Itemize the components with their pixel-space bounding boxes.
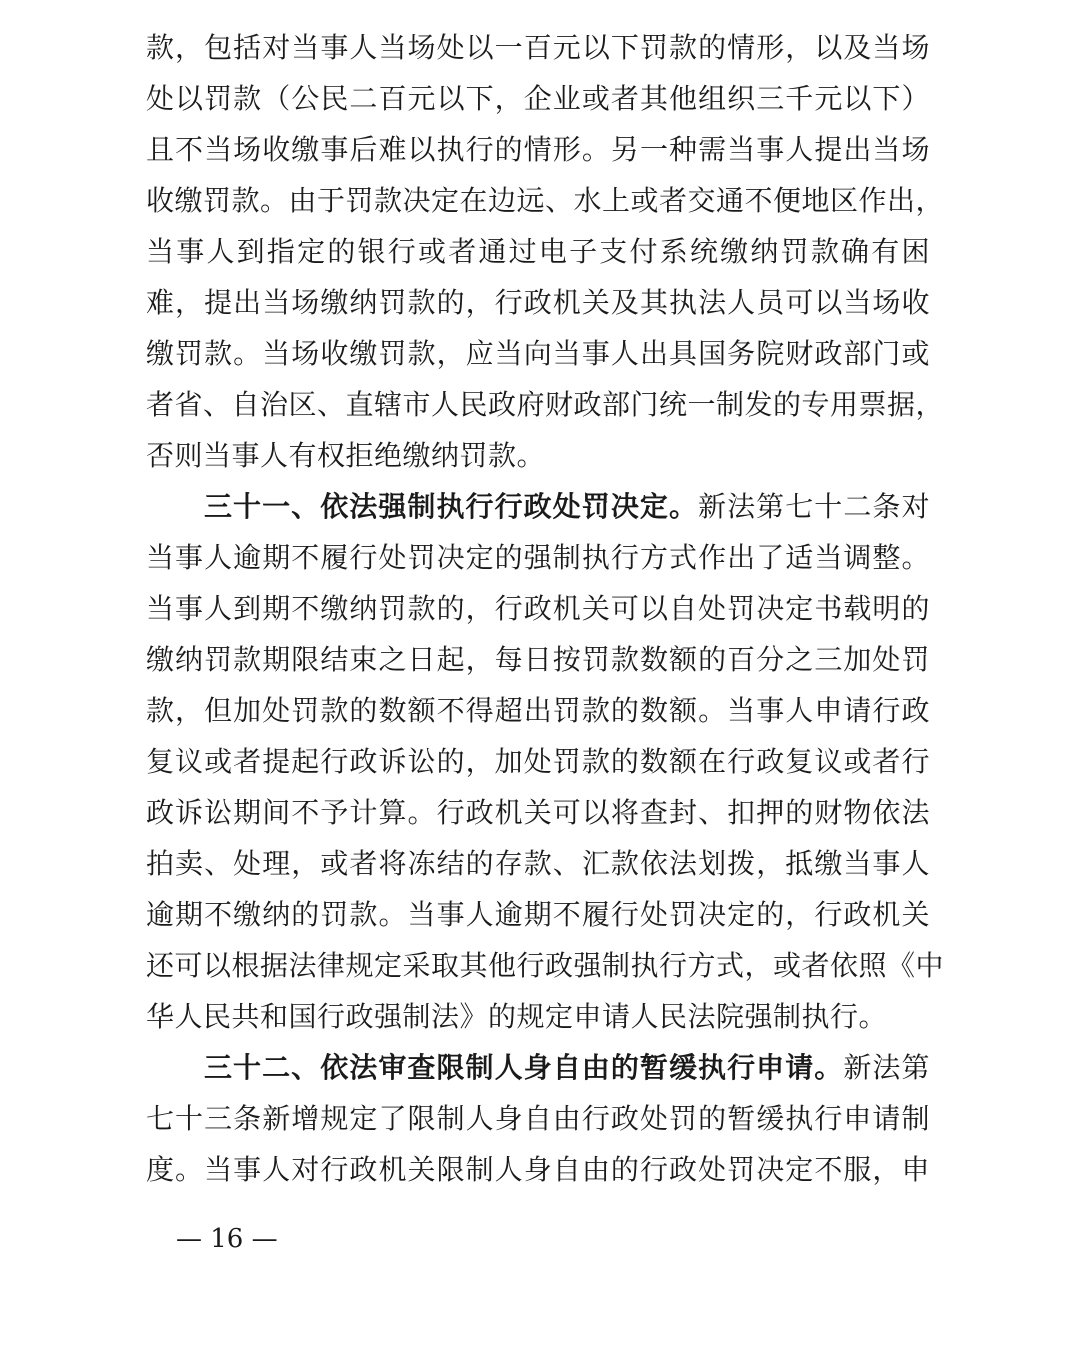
text-line bbox=[146, 481, 930, 532]
paragraph-enforcement bbox=[146, 481, 945, 1042]
text-line: 收缴罚款。由于罚款决定在边远、水上或者交通不便地区作出， bbox=[146, 184, 945, 217]
text-line: 款，但加处罚款的数额不得超出罚款的数额。当事人申请行政 bbox=[146, 694, 930, 727]
text-line: 当事人逾期不履行处罚决定的强制执行方式作出了适当调整。 bbox=[146, 541, 930, 574]
text-line: 且不当场收缴事后难以执行的情形。另一种需当事人提出当场 bbox=[146, 133, 930, 166]
heading-line-rest: 新法第七十二条对 bbox=[698, 490, 930, 523]
paragraph-suspension-review bbox=[146, 1042, 930, 1195]
text-line: 还可以根据法律规定采取其他行政强制执行方式，或者依照《中 bbox=[146, 949, 945, 982]
section-heading: 三十一、依法强制执行行政处罚决定。 bbox=[204, 490, 699, 523]
paragraph-penalty-collection bbox=[146, 22, 945, 481]
text-line: 者省、自治区、直辖市人民政府财政部门统一制发的专用票据， bbox=[146, 388, 945, 421]
text-line: 度。当事人对行政机关限制人身自由的行政处罚决定不服，申 bbox=[146, 1153, 930, 1186]
page-number: — 16 — bbox=[176, 1224, 278, 1254]
text-line: 逾期不缴纳的罚款。当事人逾期不履行处罚决定的，行政机关 bbox=[146, 898, 930, 931]
heading-line-rest: 新法第 bbox=[843, 1051, 930, 1084]
text-line: 政诉讼期间不予计算。行政机关可以将查封、扣押的财物依法 bbox=[146, 796, 930, 829]
text-line: 复议或者提起行政诉讼的，加处罚款的数额在行政复议或者行 bbox=[146, 745, 930, 778]
text-line: 七十三条新增规定了限制人身自由行政处罚的暂缓执行申请制 bbox=[146, 1102, 930, 1135]
text-line: 缴纳罚款期限结束之日起，每日按罚款数额的百分之三加处罚 bbox=[146, 643, 930, 676]
text-line: 当事人到期不缴纳罚款的，行政机关可以自处罚决定书载明的 bbox=[146, 592, 930, 625]
text-line: 否则当事人有权拒绝缴纳罚款。 bbox=[146, 439, 546, 472]
text-line: 华人民共和国行政强制法》的规定申请人民法院强制执行。 bbox=[146, 1000, 888, 1033]
text-line: 缴罚款。当场收缴罚款，应当向当事人出具国务院财政部门或 bbox=[146, 337, 930, 370]
document-body bbox=[146, 22, 945, 1195]
section-heading: 三十二、依法审查限制人身自由的暂缓执行申请。 bbox=[204, 1051, 844, 1084]
text-line bbox=[146, 1042, 930, 1093]
text-line: 款，包括对当事人当场处以一百元以下罚款的情形，以及当场 bbox=[146, 31, 930, 64]
text-line: 拍卖、处理，或者将冻结的存款、汇款依法划拨，抵缴当事人 bbox=[146, 847, 930, 880]
text-line: 难，提出当场缴纳罚款的，行政机关及其执法人员可以当场收 bbox=[146, 286, 930, 319]
text-line: 处以罚款（公民二百元以下，企业或者其他组织三千元以下） bbox=[146, 82, 930, 115]
text-line: 当事人到指定的银行或者通过电子支付系统缴纳罚款确有困 bbox=[146, 235, 930, 268]
